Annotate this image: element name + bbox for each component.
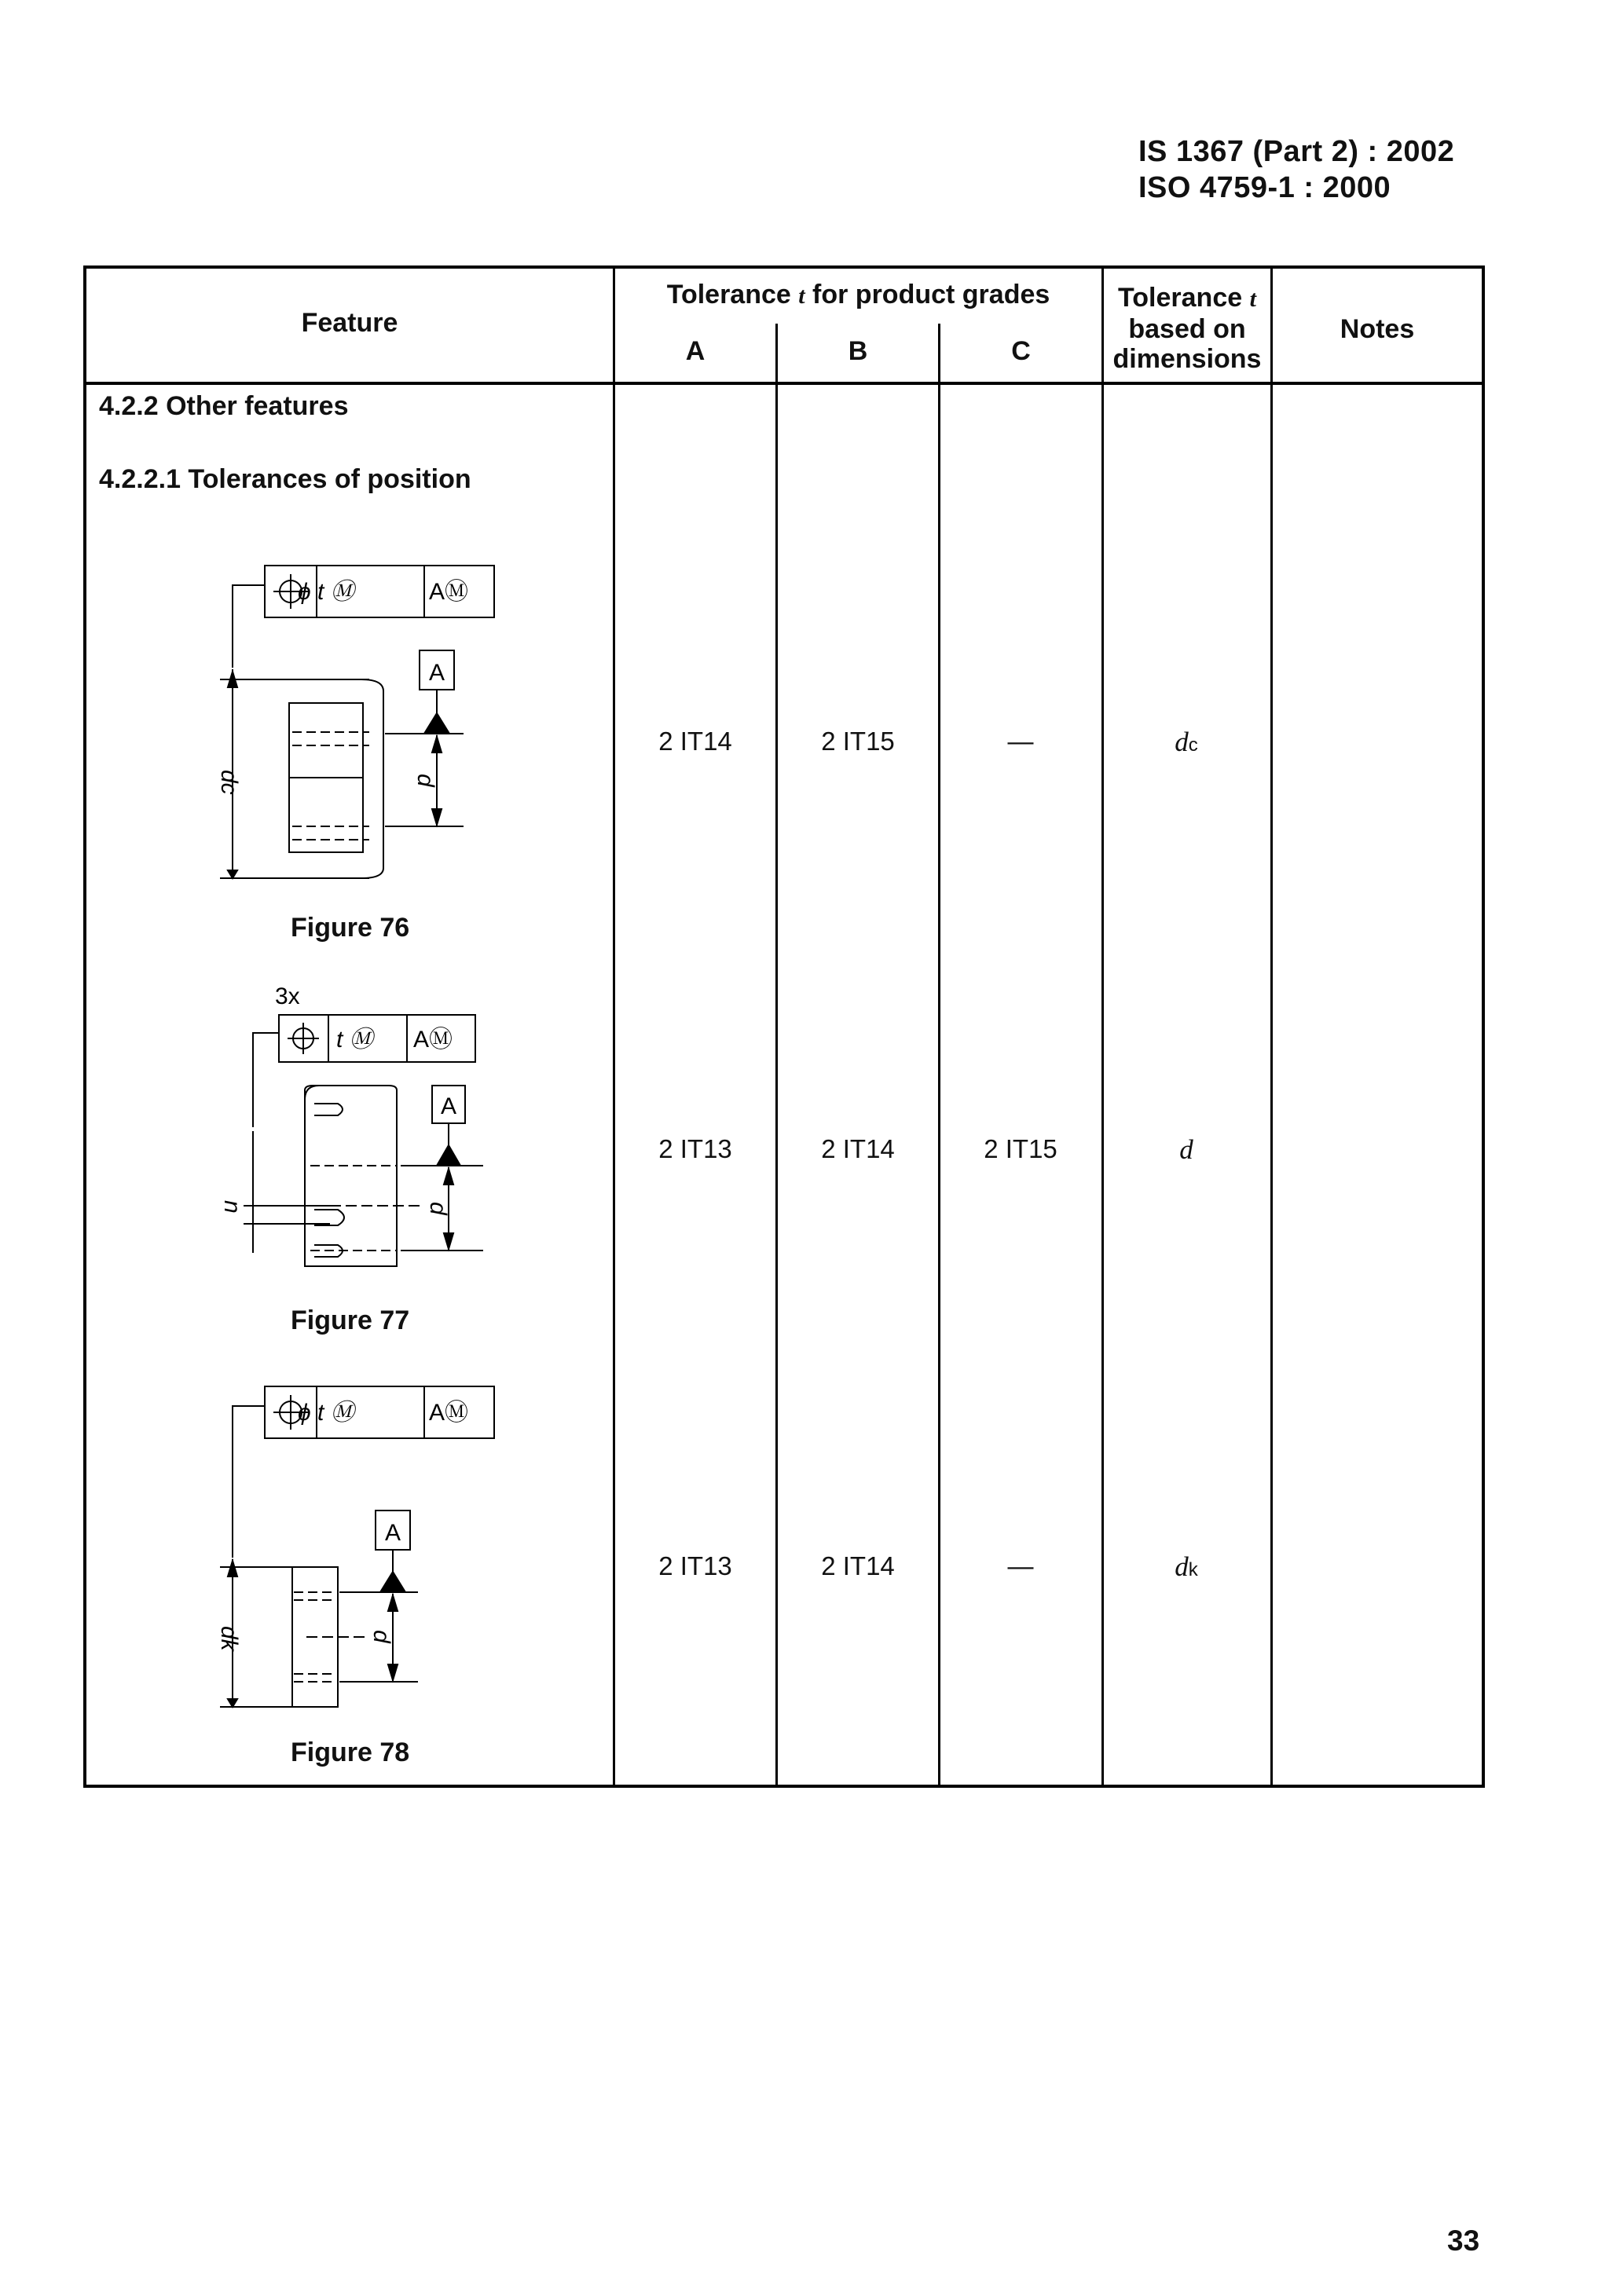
figure-78-drawing — [212, 1371, 511, 1724]
row78-grade-a: 2 IT13 — [658, 1551, 732, 1580]
fig78-dim-dk: dk — [216, 1626, 242, 1651]
standard-iso-number: ISO 4759-1 : 2000 — [1138, 171, 1391, 204]
row77-grade-a: 2 IT13 — [658, 1134, 732, 1163]
fig76-dim-dc: dc — [216, 770, 242, 795]
figure-77-drawing — [212, 974, 511, 1273]
header-tolerance-grades: Tolerance t for product grades — [666, 280, 1050, 309]
standard-reference — [1138, 134, 1454, 206]
row77-based-on: d — [1179, 1134, 1193, 1165]
fig76-dim-d: d — [412, 774, 438, 787]
header-grade-b: B — [848, 336, 868, 366]
row77-grade-c: 2 IT15 — [984, 1134, 1057, 1163]
fig78-dim-d: d — [368, 1630, 394, 1643]
fig78-frame-tolerance: ϕ t Ⓜ — [298, 1400, 354, 1426]
figure-78-caption: Figure 78 — [291, 1738, 410, 1767]
figure-76-caption: Figure 76 — [291, 913, 410, 943]
fig76-datum-label: A — [429, 660, 445, 686]
fig78-frame-datum: AⓂ — [429, 1400, 469, 1426]
row76-grade-c: — — [1007, 727, 1034, 756]
row76-based-on: dc — [1175, 727, 1198, 757]
row78-based-on: dk — [1175, 1551, 1198, 1582]
header-feature: Feature — [301, 308, 398, 338]
fig78-datum-label: A — [385, 1520, 401, 1546]
section-tolerances-of-position: 4.2.2.1 Tolerances of position — [99, 464, 471, 494]
row78-grade-b: 2 IT14 — [821, 1551, 895, 1580]
header-based-on-dimensions: Tolerance t based on dimensions — [1112, 283, 1262, 374]
row78-grade-c: — — [1007, 1551, 1034, 1580]
row77-grade-b: 2 IT14 — [821, 1134, 895, 1163]
fig77-frame-tolerance: t Ⓜ — [336, 1027, 373, 1053]
fig77-count: 3x — [275, 983, 300, 1009]
fig77-datum-label: A — [441, 1093, 457, 1119]
row76-grade-a: 2 IT14 — [658, 727, 732, 756]
page-number: 33 — [1447, 2225, 1480, 2257]
figure-77-caption: Figure 77 — [291, 1305, 410, 1335]
fig76-frame-datum: AⓂ — [429, 579, 469, 605]
fig77-frame-datum: AⓂ — [413, 1027, 453, 1053]
standard-is-number: IS 1367 (Part 2) : 2002 — [1138, 135, 1455, 168]
header-notes: Notes — [1340, 314, 1415, 344]
section-other-features: 4.2.2 Other features — [99, 391, 349, 421]
fig76-frame-tolerance: ϕ t Ⓜ — [298, 579, 354, 605]
fig77-dim-d: d — [425, 1202, 451, 1215]
fig77-dim-n: n — [219, 1200, 245, 1214]
figure-76-drawing — [212, 550, 511, 888]
header-grade-a: A — [685, 336, 706, 366]
header-grade-c: C — [1011, 336, 1031, 366]
row76-grade-b: 2 IT15 — [821, 727, 895, 756]
